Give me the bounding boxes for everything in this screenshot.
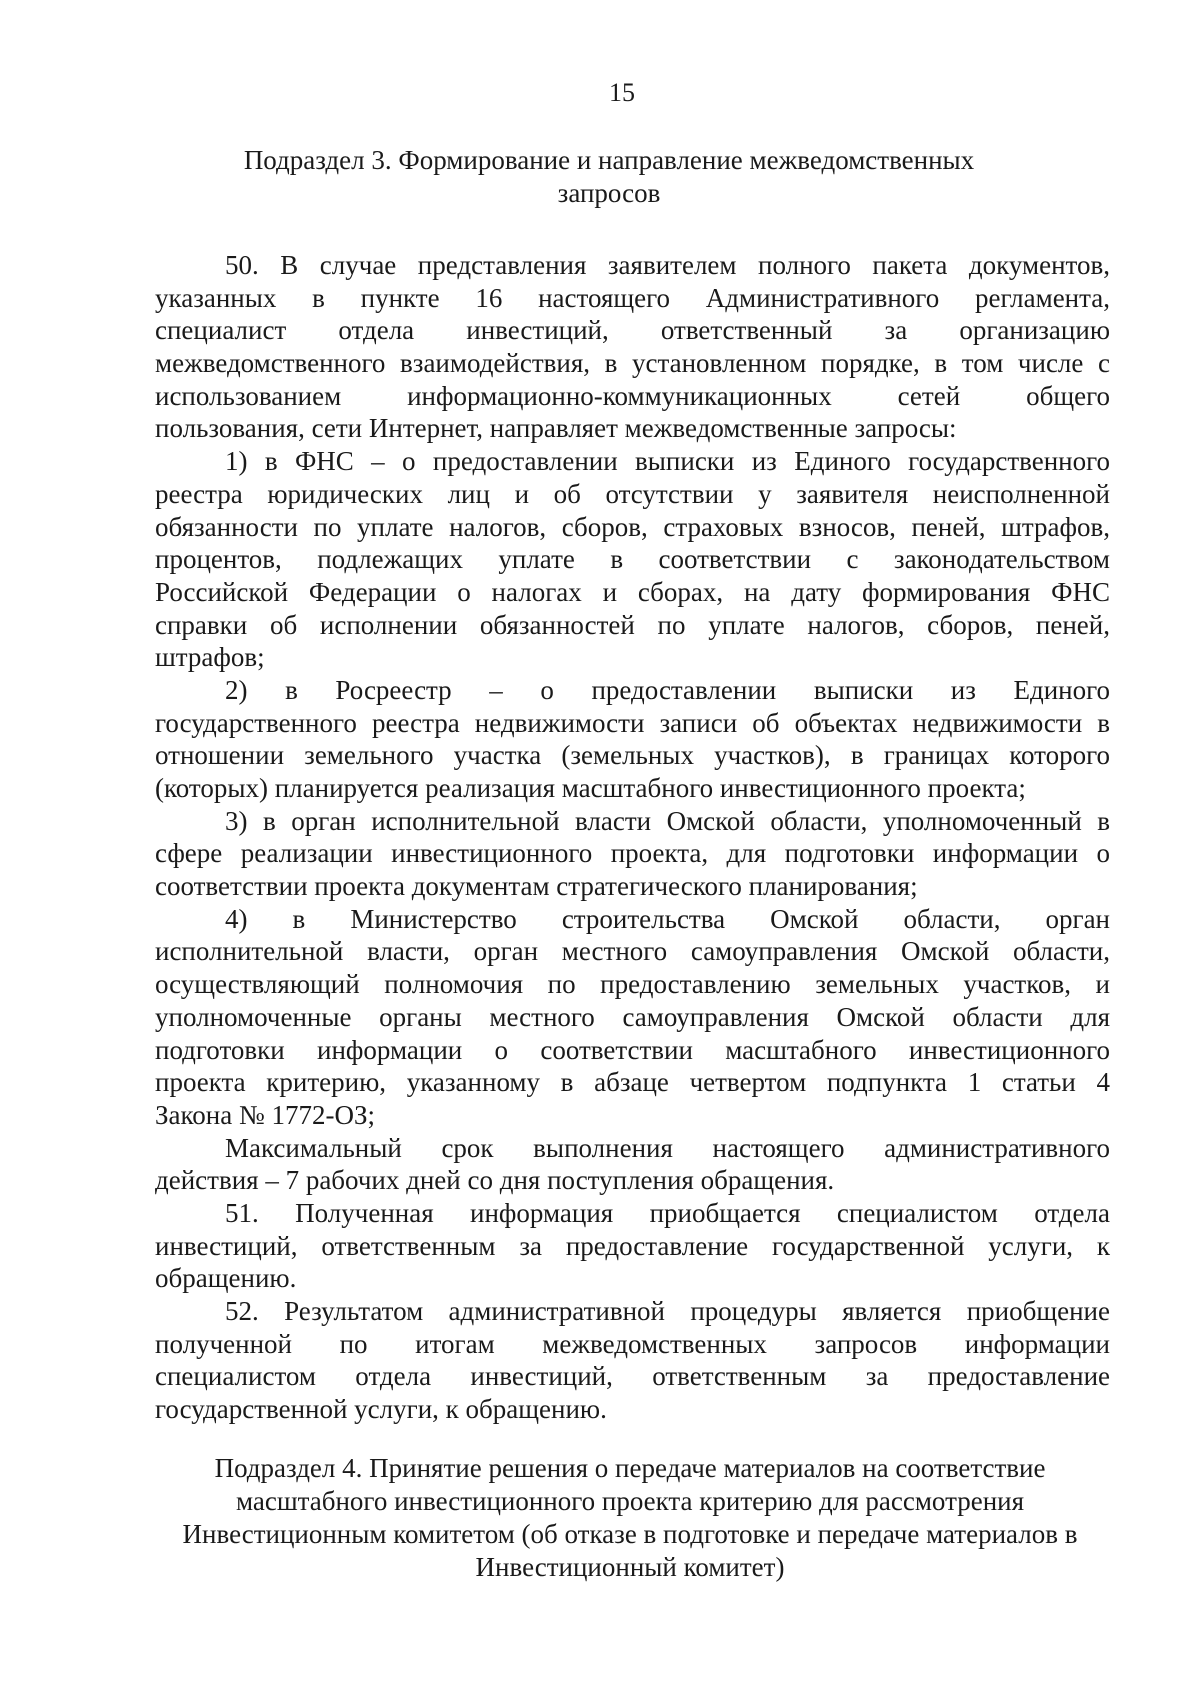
text-line: указанных в пункте 16 настоящего Административного регламента, [155, 282, 1110, 313]
text-line: 51. Полученная информация приобщается специалистом отдела [225, 1197, 1110, 1228]
text-line: подготовки информации о соответствии масштабного инвестиционного [155, 1034, 1110, 1065]
paragraph-50-item-4 [155, 903, 1110, 1132]
document-body [155, 249, 1110, 1426]
text-line: справки об исполнении обязанностей по уплате налогов, сборов, пеней, [155, 609, 1110, 640]
text-line: сфере реализации инвестиционного проекта, для подготовки информации о [155, 838, 1110, 869]
text-line: процентов, подлежащих уплате в соответствии с законодательством [155, 544, 1110, 575]
text-line: специалистом отдела инвестиций, ответственным за предоставление [155, 1361, 1110, 1392]
text-line: уполномоченные органы местного самоуправления Омской области для [155, 1001, 1110, 1032]
text-line: межведомственного взаимодействия, в установленном порядке, в том числе с [155, 348, 1110, 379]
text-line: 52. Результатом административной процедуры является приобщение [225, 1296, 1110, 1326]
text-line: Российской Федерации о налогах и сборах, на дату формирования ФНС [155, 576, 1110, 607]
text-line: государственной услуги, к обращению. [155, 1394, 607, 1425]
text-line: полученной по итогам межведомственных запросов информации [155, 1328, 1110, 1359]
heading-line: Подраздел 4. Принятие решения о передаче материалов на соответствие [214, 1453, 1046, 1483]
heading-line: Инвестиционным комитетом (об отказе в подготовке и передаче материалов в [182, 1519, 1078, 1549]
heading-line: запросов [557, 178, 661, 208]
text-line: 3) в орган исполнительной власти Омской области, уполномоченный в [225, 805, 1110, 836]
paragraph-50-item-2 [155, 674, 1110, 805]
heading-line: Инвестиционный комитет) [475, 1552, 785, 1582]
text-line: 50. В случае представления заявителем полного пакета документов, [225, 250, 1110, 280]
text-line: отношении земельного участка (земельных участков), в границах которого [155, 740, 1110, 771]
subsection-4-heading [150, 1452, 1110, 1584]
text-line: государственного реестра недвижимости записи об объектах недвижимости в [155, 707, 1110, 738]
page-number: 15 [609, 78, 635, 107]
paragraph-50 [155, 249, 1110, 445]
heading-line: масштабного инвестиционного проекта критерию для рассмотрения [235, 1486, 1025, 1516]
text-line: (которых) планируется реализация масштабного инвестиционного проекта; [155, 773, 1026, 803]
text-line: соответствии проекта документам стратегического планирования; [155, 871, 918, 902]
text-line: обращению. [155, 1263, 297, 1294]
text-line: Максимальный срок выполнения настоящего административного [225, 1132, 1110, 1163]
paragraph-51 [155, 1197, 1110, 1295]
paragraph-50-item-1 [155, 445, 1110, 674]
text-line: реестра юридических лиц и об отсутствии у заявителя неисполненной [155, 478, 1110, 509]
text-line: обязанности по уплате налогов, сборов, страховых взносов, пеней, штрафов, [155, 511, 1110, 542]
paragraph-50-term [155, 1132, 1110, 1197]
text-line: проекта критерию, указанному в абзаце четвертом подпункта 1 статьи 4 [155, 1067, 1110, 1098]
text-line: штрафов; [155, 642, 265, 673]
text-line: 4) в Министерство строительства Омской области, орган [225, 903, 1110, 934]
paragraph-52 [155, 1295, 1110, 1426]
text-line: специалист отдела инвестиций, ответственный за организацию [155, 315, 1110, 346]
text-line: Закона № 1772-ОЗ; [155, 1099, 375, 1130]
paragraph-50-item-3 [155, 805, 1110, 903]
text-line: использованием информационно-коммуникационных сетей общего [155, 380, 1110, 411]
text-line: исполнительной власти, орган местного самоуправления Омской области, [155, 936, 1110, 967]
text-line: инвестиций, ответственным за предоставление государственной услуги, к [155, 1230, 1110, 1261]
text-line: пользования, сети Интернет, направляет межведомственные запросы: [155, 413, 957, 444]
heading-line: Подраздел 3. Формирование и направление межведомственных [243, 145, 975, 175]
text-line: 1) в ФНС – о предоставлении выписки из Единого государственного [225, 446, 1110, 477]
text-line: осуществляющий полномочия по предоставлению земельных участков, и [155, 969, 1110, 1000]
subsection-3-heading [150, 144, 1068, 210]
text-line: действия – 7 рабочих дней со дня поступления обращения. [155, 1165, 835, 1196]
text-line: 2) в Росреестр – о предоставлении выписки из Единого [225, 674, 1110, 705]
